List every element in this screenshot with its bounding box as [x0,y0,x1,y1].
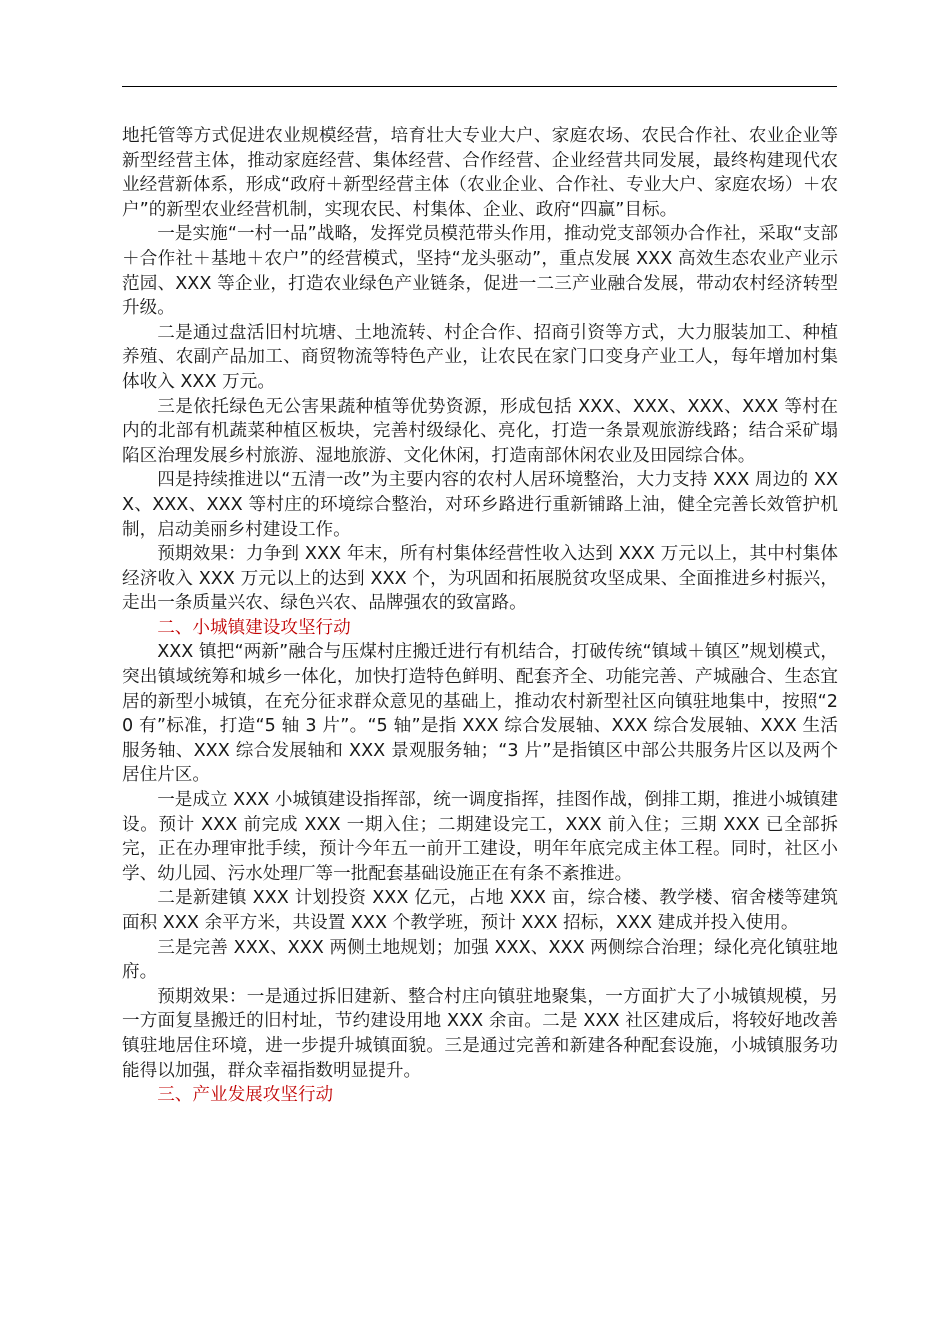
document-body [122,124,838,1108]
body-paragraph: 二是新建镇 XXX 计划投资 XXX 亿元，占地 XXX 亩，综合楼、教学楼、宿舍楼等建筑面积 XXX 余平方米，共设置 XXX 个教学班，预计 XXX 招标，XXX 建成并投入使用。 [122,888,838,933]
section-heading: 二、小城镇建设攻坚行动 [157,617,351,638]
body-paragraph: 三是完善 XXX、XXX 两侧土地规划；加强 XXX、XXX 两侧综合治理；绿化亮化镇驻地府。 [122,937,838,983]
body-paragraph: 一是成立 XXX 小城镇建设指挥部，统一调度指挥，挂图作战，倒排工期，推进小城镇建设。预计 XXX 前完成 XXX 一期入住；二期建设完工，XXX 前入住；三期 XXX 已全部拆完，正在办理审批手续，预计今年五一前开工建设，明年年底完成主体工程。同时，社区小学、幼儿园、污水处理厂等一批配套基础设施正在有条不紊推进。 [122,790,838,884]
body-paragraph: 预期效果：一是通过拆旧建新、整合村庄向镇驻地聚集，一方面扩大了小城镇规模，另一方面复垦搬迁的旧村址，节约建设用地 XXX 余亩。二是 XXX 社区建成后，将较好地改善镇驻地居住环境，进一步提升城镇面貌。三是通过完善和新建各种配套设施，小城镇服务功能得以加强，群众幸福指数明显提升。 [122,986,838,1081]
body-paragraph: 预期效果：力争到 XXX 年末，所有村集体经营性收入达到 XXX 万元以上，其中村集体经济收入 XXX 万元以上的达到 XXX 个，为巩固和拓展脱贫攻坚成果、全面推进乡村振兴，走出一条质量兴农、绿色兴农、品牌强农的致富路。 [122,544,838,614]
body-paragraph: 三是依托绿色无公害果蔬种植等优势资源，形成包括 XXX、XXX、XXX、XXX 等村在内的北部有机蔬菜种植区板块，完善村级绿化、亮化，打造一条景观旅游线路；结合采矿塌陷区治理发展乡村旅游、湿地旅游、文化休闲，打造南部休闲农业及田园综合体。 [122,396,838,466]
body-paragraph: 地托管等方式促进农业规模经营，培育壮大专业大户、家庭农场、农民合作社、农业企业等新型经营主体，推动家庭经营、集体经营、合作经营、企业经营共同发展，最终构建现代农业经营新体系，形成“政府＋新型经营主体（农业企业、合作社、专业大户、家庭农场）＋农户”的新型农业经营机制，实现农民、村集体、企业、政府“四赢”目标。 [122,126,838,220]
body-paragraph: XXX 镇把“两新”融合与压煤村庄搬迁进行有机结合，打破传统“镇域＋镇区”规划模式，突出镇域统筹和城乡一体化，加快打造特色鲜明、配套齐全、功能完善、产城融合、生态宜居的新型小城镇，在充分征求群众意见的基础上，推动农村新型社区向镇驻地集中，按照“20 有”标准，打造“5 轴 3 片”。“5 轴”是指 XXX 综合发展轴、XXX 综合发展轴、XXX 生活服务轴、XXX 综合发展轴和 XXX 景观服务轴；“3 片”是指镇区中部公共服务片区以及两个居住片区。 [122,642,838,786]
header-rule [122,86,837,87]
body-paragraph: 一是实施“一村一品”战略，发挥党员模范带头作用，推动党支部领办合作社，采取“支部＋合作社＋基地＋农户”的经营模式，坚持“龙头驱动”，重点发展 XXX 高效生态农业产业示范园、XXX 等企业，打造农业绿色产业链条，促进一二三产业融合发展，带动农村经济转型升级。 [122,224,838,319]
body-paragraph: 二是通过盘活旧村坑塘、土地流转、村企合作、招商引资等方式，大力服装加工、种植养殖、农副产品加工、商贸物流等特色产业，让农民在家门口变身产业工人，每年增加村集体收入 XXX 万元。 [122,322,838,392]
section-heading: 三、产业发展攻坚行动 [157,1085,334,1106]
body-paragraph: 四是持续推进以“五清一改”为主要内容的农村人居环境整治，大力支持 XXX 周边的 XXX、XXX、XXX 等村庄的环境综合整治，对环乡路进行重新铺路上油，健全完善长效管护机制，启动美丽乡村建设工作。 [122,470,838,540]
